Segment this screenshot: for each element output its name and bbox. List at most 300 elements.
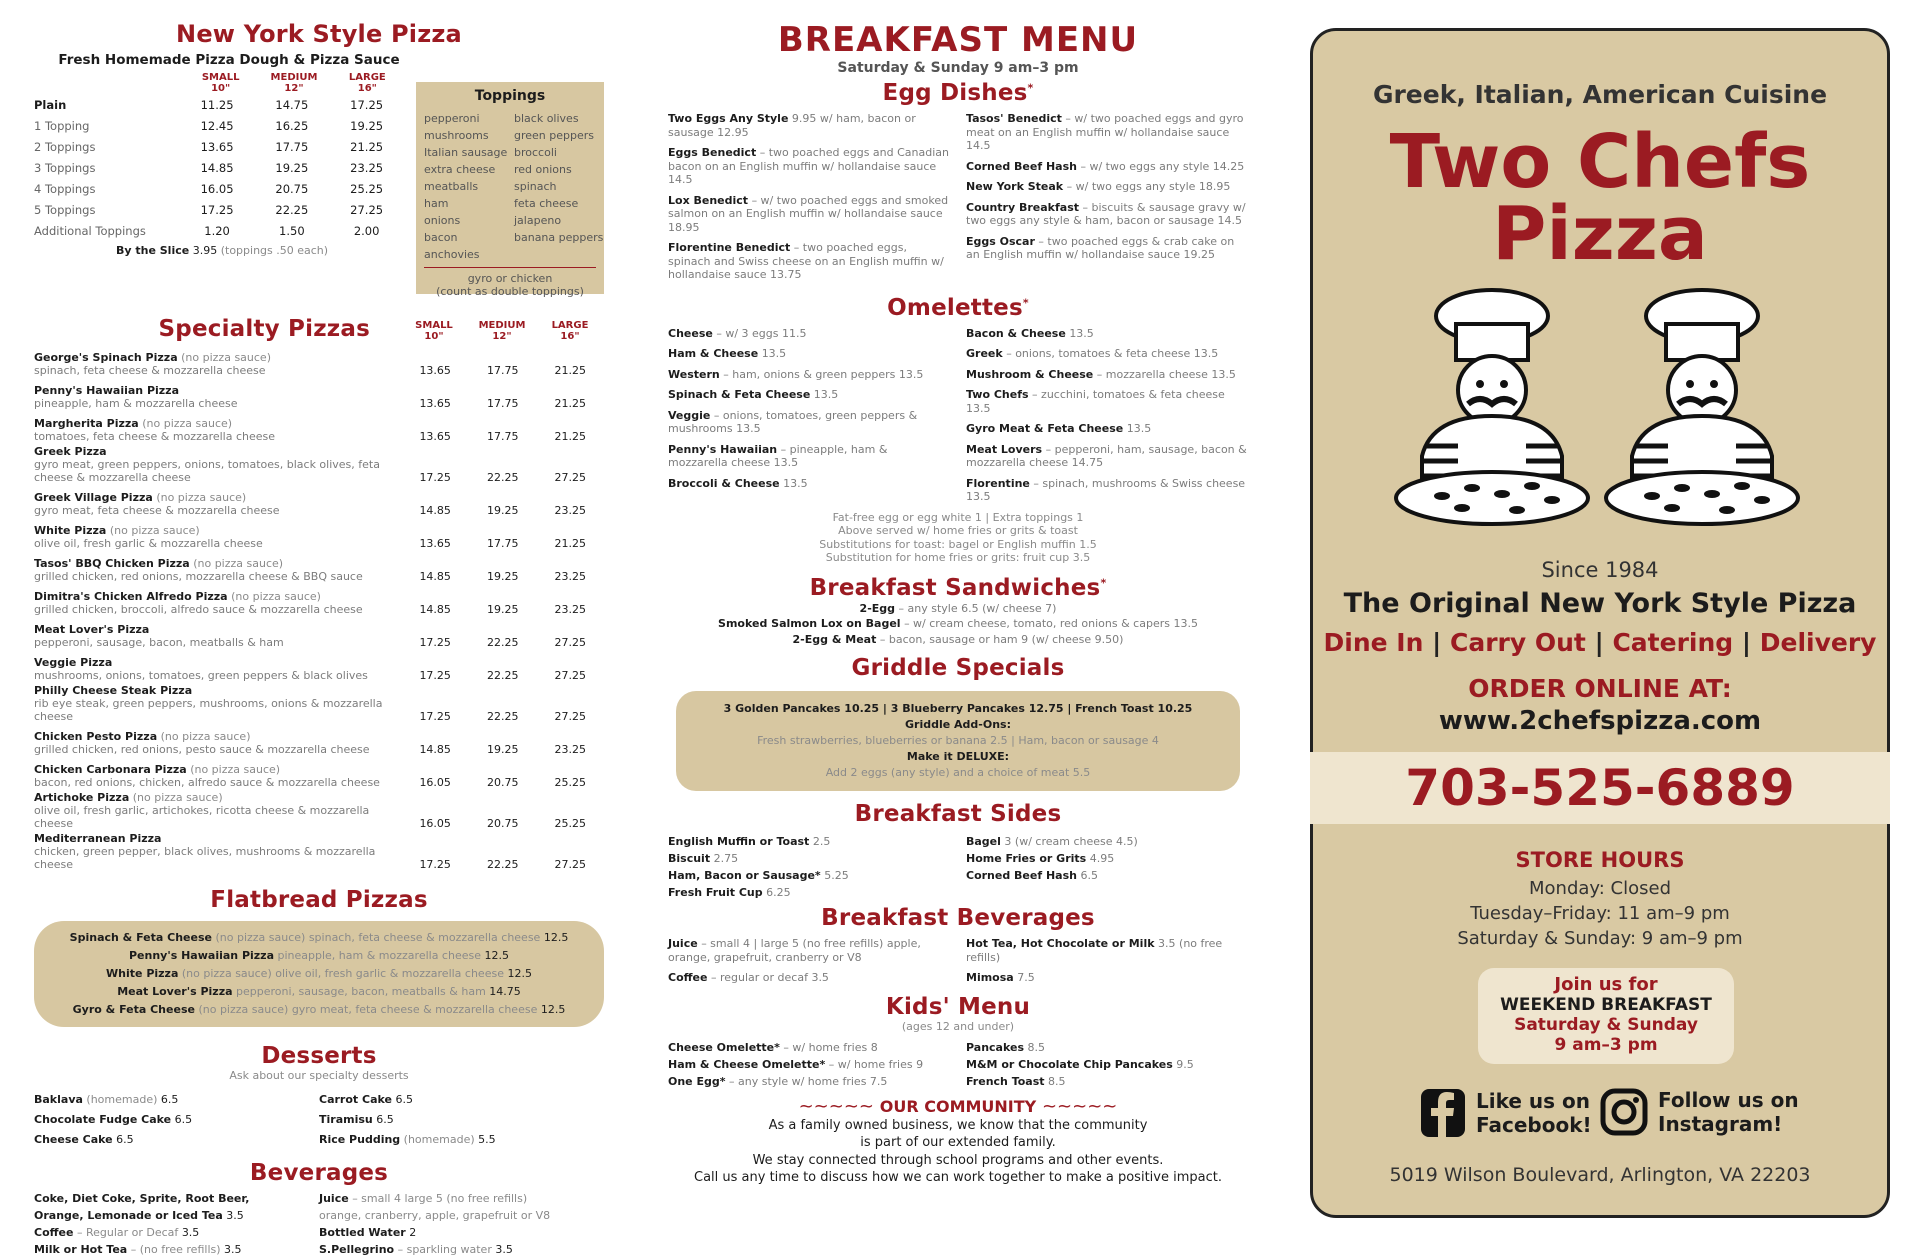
topping-item: banana peppers	[514, 231, 604, 244]
beverage-item-note: – (no free refills)	[130, 1243, 221, 1256]
website-link[interactable]: www.2chefspizza.com	[1438, 706, 1762, 736]
breakfast-hours: Saturday & Sunday 9 am–3 pm	[837, 60, 1079, 76]
specialty-pizza-row	[34, 791, 604, 832]
beverage-item-note: – sparkling water	[397, 1243, 492, 1256]
ny-pizza-price: 16.05	[200, 181, 234, 196]
flatbread-desc: pepperoni, sausage, bacon, meatballs & ham	[236, 985, 486, 998]
beverage-item	[34, 1241, 319, 1258]
egg-dish	[966, 201, 1248, 228]
side-item-name: Fresh Fruit Cup	[668, 886, 763, 899]
ny-pizza-price: 1.50	[279, 223, 305, 238]
specialty-pizza-ingredients: grilled chicken, red onions, pesto sauce & mozzarella cheese	[34, 743, 370, 756]
by-the-slice: By the Slice 3.95 (toppings .50 each)	[116, 244, 329, 257]
dessert-item-name: Tiramisu	[319, 1113, 373, 1126]
egg-dish-desc: – w/ two eggs any style 14.25	[1080, 159, 1245, 173]
dessert-item	[319, 1090, 604, 1110]
specialty-pizza-desc	[34, 351, 401, 377]
beverages-title: Beverages	[249, 1160, 389, 1186]
specialty-pizza-price: 17.75	[486, 397, 519, 410]
omelette-name: Mushroom & Cheese	[966, 367, 1094, 381]
kids-item-name: M&M or Chocolate Chip Pancakes	[966, 1057, 1173, 1071]
specialty-pizza-row	[34, 519, 604, 552]
dessert-item	[34, 1130, 319, 1150]
dessert-item-price: 6.5	[160, 1093, 179, 1106]
side-item-desc: 2.5	[812, 835, 831, 848]
specialty-pizza-price: 17.25	[419, 471, 451, 484]
specialty-pizza-note: (no pizza sauce)	[160, 730, 251, 743]
specialty-pizza-price: 22.25	[486, 710, 519, 723]
specialty-pizza-row	[34, 346, 604, 379]
community-text	[668, 1117, 1248, 1187]
side-item-name: Ham, Bacon or Sausage*	[668, 869, 821, 882]
instagram-link[interactable]: Follow us on Instagram!	[1600, 1088, 1799, 1136]
kids-item	[966, 1073, 1248, 1090]
egg-dish-desc: – two poached eggs, spinach and Swiss cheese on an English muffin w/ hollandaise sauce 13.75	[668, 241, 944, 281]
ny-pizza-name: 4 Toppings	[34, 181, 96, 196]
kids-item	[966, 1039, 1248, 1056]
flatbread-name: Spinach & Feta Cheese	[69, 931, 212, 944]
specialty-pizza-ingredients: rib eye steak, green peppers, mushrooms, onions & mozzarella cheese	[34, 697, 383, 723]
dessert-item-note: (homemade)	[86, 1093, 158, 1106]
kids-item-name: Pancakes	[966, 1040, 1024, 1054]
omelette	[966, 422, 1248, 436]
specialty-pizza-price: 13.65	[419, 364, 451, 377]
specialty-pizza-price: 27.25	[554, 471, 586, 484]
breakfast-beverage-name: Hot Tea, Hot Chocolate or Milk	[966, 937, 1155, 950]
specialty-pizza-name: Mediterranean Pizza	[34, 832, 162, 845]
breakfast-beverages-title: Breakfast Beverages	[821, 905, 1095, 931]
omelette-name: Western	[668, 367, 720, 381]
dessert-item-name: Baklava	[34, 1093, 83, 1106]
specialty-pizza-ingredients: gyro meat, green peppers, onions, tomatoes, black olives, feta cheese & mozzarella cheese	[34, 458, 380, 484]
flatbread-desc: (no pizza sauce) olive oil, fresh garlic & mozzarella cheese	[181, 967, 504, 980]
omelette	[668, 443, 950, 470]
specialty-pizza-note: (no pizza sauce)	[132, 791, 223, 804]
sandwich-desc: – bacon, sausage or ham 9 (w/ cheese 9.50)	[879, 632, 1124, 646]
community-line: We stay connected through school programs and other events.	[752, 1152, 1164, 1168]
beverage-item	[319, 1207, 604, 1224]
specialty-pizza-ingredients: chicken, green pepper, black olives, mushrooms & mozzarella cheese	[34, 845, 376, 871]
sandwiches-title: Breakfast Sandwiches*	[809, 574, 1107, 601]
specialty-pizza-price: 27.25	[554, 669, 586, 682]
omelette-name: Greek	[966, 347, 1003, 360]
specialty-pizza-row	[34, 725, 604, 758]
omelette-note: Fat-free egg or egg white 1 | Extra toppings 1	[832, 510, 1084, 524]
specialty-pizza-desc	[34, 491, 401, 517]
omelette-desc: – pineapple, ham & mozzarella cheese 13.5	[668, 442, 888, 469]
order-online-label: ORDER ONLINE AT:	[1468, 674, 1732, 703]
ny-pizza-price: 14.85	[200, 160, 234, 175]
specialty-pizza-name: Veggie Pizza	[34, 656, 113, 669]
specialty-pizza-desc	[34, 763, 401, 789]
specialty-pizza-price: 17.25	[419, 636, 451, 649]
specialty-pizza-name: Chicken Carbonara Pizza	[34, 763, 187, 776]
specialty-pizza-price: 16.05	[419, 817, 451, 830]
dessert-item-price: 6.5	[395, 1093, 413, 1106]
specialty-pizza-desc	[34, 730, 401, 756]
specialty-pizza-name: Penny's Hawaiian Pizza	[34, 384, 179, 397]
specialty-pizza-price: 21.25	[554, 430, 586, 443]
size-header: SMALL 10" MEDIUM 12" LARGE 16"	[201, 72, 386, 94]
omelette-desc: 13.5	[761, 347, 787, 360]
side-item-desc: 5.25	[824, 869, 849, 882]
egg-dish	[966, 180, 1248, 194]
omelettes-title: Omelettes*	[887, 294, 1029, 321]
egg-dish	[966, 112, 1248, 153]
omelette-note: Substitutions for toast: bagel or English muffin 1.5	[819, 537, 1097, 551]
specialty-pizza-row	[34, 445, 604, 486]
topping-item: red onions	[514, 163, 572, 176]
beverage-item-price: 3.5	[224, 1243, 242, 1256]
dessert-item-price: 6.5	[376, 1113, 394, 1126]
flatbread-price: 12.5	[540, 1003, 566, 1016]
omelette-desc: – ham, onions & green peppers 13.5	[723, 367, 924, 381]
specialty-pizza-price: 17.75	[486, 430, 519, 443]
griddle-title: Griddle Specials	[851, 655, 1065, 681]
specialty-pizza-price: 13.65	[419, 430, 451, 443]
side-item-name: Biscuit	[668, 852, 711, 865]
services-line: Dine In | Carry Out | Catering | Delivery	[1323, 628, 1877, 657]
specialty-pizza-price: 22.25	[486, 471, 519, 484]
egg-dish-name: Lox Benedict	[668, 193, 749, 207]
specialty-pizza-row	[34, 758, 604, 791]
facebook-icon	[1420, 1088, 1466, 1138]
side-item	[668, 867, 950, 884]
side-item	[668, 833, 950, 850]
egg-dish-name: Tasos' Benedict	[966, 112, 1062, 125]
ny-pizza-price: 2.00	[353, 223, 380, 238]
specialty-pizza-desc	[34, 524, 401, 550]
desserts-list	[34, 1090, 604, 1150]
restaurant-name-line2: Pizza	[1492, 191, 1708, 277]
flatbread-price: 12.5	[543, 931, 569, 944]
community-line: is part of our extended family.	[860, 1135, 1056, 1150]
egg-dish-desc: – w/ two eggs any style 18.95	[1066, 180, 1231, 193]
egg-dish	[966, 160, 1248, 174]
side-item	[966, 833, 1248, 850]
beverage-item-price: 2	[409, 1226, 417, 1239]
specialty-pizza-price: 19.25	[486, 603, 519, 616]
side-item	[668, 884, 950, 901]
breakfast-beverage-desc: 3.5 (no free refills)	[966, 937, 1223, 964]
beverage-item-name: Milk or Hot Tea	[34, 1243, 128, 1256]
specialty-pizza-price: 13.65	[419, 397, 451, 410]
specialty-pizza-row	[34, 651, 604, 684]
specialty-pizza-note: (no pizza sauce)	[142, 417, 233, 430]
topping-item: onions	[424, 214, 461, 227]
ny-pizza-name: 2 Toppings	[34, 139, 96, 154]
omelette-notes	[668, 511, 1248, 565]
omelette-name: Bacon & Cheese	[966, 326, 1066, 340]
ny-pizza-price: 16.25	[275, 118, 309, 133]
specialty-pizza-ingredients: grilled chicken, broccoli, alfredo sauce & mozzarella cheese	[34, 603, 363, 616]
dessert-item	[319, 1130, 604, 1150]
beverage-item-name: S.Pellegrino	[319, 1243, 395, 1256]
specialty-pizza-desc	[34, 684, 401, 723]
flatbread-item	[44, 929, 594, 947]
topping-item: spinach	[514, 180, 557, 193]
specialty-pizza-price: 17.75	[486, 364, 519, 377]
kids-item-name: French Toast	[966, 1074, 1045, 1088]
sandwich-desc: – w/ cream cheese, tomato, red onions & capers 13.5	[904, 617, 1198, 630]
specialty-pizza-desc	[34, 557, 401, 583]
flatbread-desc: (no pizza sauce) spinach, feta cheese & mozzarella cheese	[215, 931, 541, 944]
topping-item: extra cheese	[424, 163, 496, 176]
beverage-item	[34, 1190, 319, 1207]
specialty-pizza-ingredients: pineapple, ham & mozzarella cheese	[34, 397, 238, 410]
specialty-pizza-price: 17.25	[419, 710, 451, 723]
egg-dish-name: Corned Beef Hash	[966, 159, 1077, 173]
beverage-item-name: Coke, Diet Coke, Sprite, Root Beer,	[34, 1192, 250, 1205]
specialty-pizza-ingredients: olive oil, fresh garlic, artichokes, ricotta cheese & mozzarella cheese	[34, 804, 370, 830]
omelette	[668, 409, 950, 436]
egg-dish-name: Eggs Benedict	[668, 146, 757, 159]
topping-item: ham	[424, 197, 449, 210]
ny-pizza-price: 19.25	[275, 160, 309, 175]
ny-pizza-row	[34, 136, 404, 157]
omelette-desc: – zucchini, tomatoes & feta cheese 13.5	[966, 388, 1225, 415]
egg-dish-desc: – two poached eggs & crab cake on an English muffin w/ hollandaise sauce 19.25	[966, 234, 1235, 261]
specialty-pizza-note: (no pizza sauce)	[190, 763, 281, 776]
egg-dish-name: Country Breakfast	[966, 200, 1079, 214]
side-item	[668, 850, 950, 867]
specialty-pizza-row	[34, 552, 604, 585]
omelette-desc: 13.5	[1069, 326, 1094, 340]
ny-pizza-row	[34, 157, 404, 178]
ny-pizza-title: New York Style Pizza	[176, 20, 462, 48]
specialty-pizza-desc	[34, 832, 401, 871]
omelette-name: Spinach & Feta Cheese	[668, 388, 811, 401]
omelette	[966, 388, 1248, 415]
desserts-subtitle: Ask about our specialty desserts	[229, 1069, 409, 1082]
specialty-pizza-desc	[34, 445, 401, 484]
egg-dish-name: New York Steak	[966, 180, 1064, 193]
specialty-pizza-price: 27.25	[554, 858, 586, 871]
facebook-link[interactable]: Like us on Facebook!	[1420, 1088, 1592, 1138]
specialty-pizza-name: George's Spinach Pizza	[34, 351, 178, 364]
specialty-pizza-price: 27.25	[554, 636, 586, 649]
ny-pizza-row	[34, 220, 404, 241]
specialty-pizza-price: 22.25	[486, 858, 519, 871]
sandwich	[668, 601, 1248, 617]
kids-item-desc: 8.5	[1048, 1074, 1066, 1088]
omelette	[966, 477, 1248, 504]
specialty-pizza-name: Greek Village Pizza	[34, 491, 153, 504]
ny-pizza-name: Plain	[34, 97, 67, 112]
ny-pizza-price: 20.75	[275, 181, 309, 196]
specialty-pizza-row	[34, 486, 604, 519]
specialty-pizza-row	[34, 412, 604, 445]
omelette-name: Penny's Hawaiian	[668, 442, 778, 456]
specialty-pizza-price: 21.25	[554, 537, 586, 550]
ny-pizza-name: 3 Toppings	[34, 160, 96, 175]
specialty-pizza-price: 21.25	[554, 364, 586, 377]
community-line: As a family owned business, we know that the community	[768, 1117, 1148, 1133]
side-item	[966, 850, 1248, 867]
beverage-item-name: Orange, Lemonade or Iced Tea	[34, 1209, 223, 1222]
specialty-pizza-price: 17.25	[419, 858, 451, 871]
specialty-pizza-price: 22.25	[486, 669, 519, 682]
ny-pizza-row	[34, 94, 404, 115]
specialty-pizza-price: 17.25	[419, 669, 451, 682]
topping-item: green peppers	[514, 129, 595, 142]
specialty-pizza-desc	[34, 417, 401, 443]
sandwich-name: 2-Egg & Meat	[792, 632, 877, 646]
topping-item: anchovies	[424, 248, 480, 261]
sides-title: Breakfast Sides	[854, 801, 1062, 827]
toppings-title: Toppings	[474, 88, 546, 104]
ny-pizza-table	[34, 52, 404, 257]
topping-item: black olives	[514, 112, 579, 125]
breakfast-beverage-desc: 7.5	[1017, 971, 1035, 984]
breakfast-menu-column	[668, 20, 1248, 1187]
flatbread-box	[34, 921, 604, 1027]
kids-item	[668, 1056, 950, 1073]
specialty-pizza-price: 14.85	[419, 570, 451, 583]
flatbread-item	[44, 947, 594, 965]
store-hours-line: Tuesday–Friday: 11 am–9 pm	[1470, 903, 1730, 924]
kids-item-desc: 9.5	[1176, 1057, 1194, 1071]
topping-item: meatballs	[424, 180, 479, 193]
egg-dish	[668, 112, 950, 139]
beverage-item-name: Juice	[319, 1192, 349, 1205]
specialty-title: Specialty Pizzas	[158, 316, 370, 342]
kids-item-desc: – w/ home fries 8	[783, 1040, 878, 1054]
topping-item: broccoli	[514, 146, 557, 159]
omelette-name: Gyro Meat & Feta Cheese	[966, 422, 1124, 435]
omelette	[966, 443, 1248, 470]
sandwich	[668, 616, 1248, 632]
ny-pizza-price: 11.25	[200, 97, 234, 112]
flatbread-desc: (no pizza sauce) gyro meat, feta cheese & mozzarella cheese	[198, 1003, 538, 1016]
beverage-item-price: 3.5	[226, 1209, 244, 1222]
specialty-pizza-name: White Pizza	[34, 524, 107, 537]
specialty-pizza-price: 23.25	[554, 743, 586, 756]
beverages-list	[34, 1190, 604, 1258]
omelette	[966, 347, 1248, 361]
ny-pizza-price: 21.25	[350, 139, 384, 154]
breakfast-beverage	[668, 971, 950, 985]
side-item-desc: 2.75	[713, 852, 739, 865]
sandwich-desc: – any style 6.5 (w/ cheese 7)	[898, 601, 1057, 615]
specialty-pizza-price: 27.25	[554, 710, 586, 723]
specialty-pizza-row	[34, 585, 604, 618]
side-item-name: Home Fries or Grits	[966, 852, 1087, 865]
specialty-pizza-price: 14.85	[419, 603, 451, 616]
specialty-pizza-desc	[34, 623, 401, 649]
flatbread-item	[44, 983, 594, 1001]
flatbread-price: 12.5	[507, 967, 532, 980]
specialty-pizza-price: 22.25	[486, 636, 519, 649]
ny-pizza-price: 17.75	[275, 139, 309, 154]
specialty-pizza-name: Artichoke Pizza	[34, 791, 130, 804]
ny-pizza-price: 25.25	[350, 181, 384, 196]
flatbread-price: 14.75	[489, 985, 521, 998]
ny-pizza-price: 17.25	[350, 97, 384, 112]
omelette-name: Cheese	[668, 326, 713, 340]
kids-item-name: Cheese Omelette*	[668, 1040, 780, 1054]
specialty-size-header: SMALL 10" MEDIUM 12" LARGE 16"	[415, 320, 589, 342]
omelette	[668, 347, 950, 361]
specialty-pizza-row	[34, 684, 604, 725]
egg-dish	[668, 241, 950, 282]
egg-dish-desc: – w/ two poached eggs and smoked salmon on an English muffin w/ hollandaise sauce 18.95	[668, 193, 949, 234]
omelette-name: Two Chefs	[966, 388, 1029, 401]
side-item-desc: 6.25	[766, 886, 791, 899]
omelette-note: Above served w/ home fries or grits & toast	[838, 524, 1078, 537]
specialty-pizza-name: Greek Pizza	[34, 445, 107, 458]
breakfast-title: BREAKFAST MENU	[777, 20, 1139, 60]
breakfast-beverage-name: Mimosa	[966, 971, 1014, 984]
address: 5019 Wilson Boulevard, Arlington, VA 22203	[1389, 1164, 1811, 1186]
ny-pizza-name: Additional Toppings	[34, 223, 146, 238]
community-heading: ~~~~~ OUR COMMUNITY ~~~~~	[798, 1095, 1118, 1117]
desserts-title: Desserts	[261, 1043, 377, 1069]
ny-pizza-subtitle: Fresh Homemade Pizza Dough & Pizza Sauce	[58, 52, 400, 68]
dessert-item-note: (homemade)	[403, 1133, 475, 1146]
ny-pizza-price: 14.75	[275, 97, 309, 112]
omelette-desc: – spinach, mushrooms & Swiss cheese 13.5	[966, 476, 1246, 503]
weekend-breakfast-box: Join us for WEEKEND BREAKFAST Saturday & Sunday 9 am–3 pm	[1478, 968, 1734, 1064]
egg-dish	[668, 146, 950, 187]
specialty-pizza-price: 17.75	[486, 537, 519, 550]
beverage-item-name: Coffee	[34, 1226, 74, 1239]
toppings-box: Toppings pepperoni mushrooms Italian sausage extra cheese meatballs ham onions bacon anchovies black olives green peppers broccoli red onions spinach feta cheese jalapeno banana peppers gyro or chicken (count as double toppings)	[416, 82, 604, 294]
flatbread-price: 12.5	[484, 949, 509, 962]
specialty-pizza-price: 14.85	[419, 743, 451, 756]
tagline: The Original New York Style Pizza	[1343, 588, 1857, 619]
omelette-desc: 13.5	[783, 476, 808, 490]
specialty-pizza-ingredients: olive oil, fresh garlic & mozzarella cheese	[34, 537, 263, 550]
ny-pizza-price: 27.25	[350, 202, 384, 217]
kids-title: Kids' Menu	[885, 993, 1031, 1020]
breakfast-beverage	[668, 937, 950, 964]
specialty-pizza-ingredients: gyro meat, feta cheese & mozzarella cheese	[34, 504, 280, 517]
kids-item-desc: – any style w/ home fries 7.5	[729, 1074, 888, 1088]
dessert-item-price: 5.5	[478, 1133, 496, 1146]
kids-item-desc: 8.5	[1027, 1040, 1045, 1054]
specialty-pizza-price: 13.65	[419, 537, 451, 550]
specialty-pizza-ingredients: mushrooms, onions, tomatoes, green peppers & black olives	[34, 669, 368, 682]
restaurant-info-panel	[1310, 28, 1890, 1218]
pizza-menu-column	[34, 20, 604, 1258]
store-hours-title: STORE HOURS	[1515, 848, 1685, 872]
sandwich-name: 2-Egg	[859, 601, 896, 615]
topping-item: Italian sausage	[424, 146, 508, 159]
omelette-name: Broccoli & Cheese	[668, 476, 780, 490]
phone-number[interactable]: 703-525-6889	[1405, 759, 1795, 817]
topping-item: mushrooms	[424, 129, 489, 142]
egg-dish-desc: – biscuits & sausage gravy w/ two eggs any style & ham, bacon or sausage 14.5	[966, 200, 1246, 227]
specialty-pizza-note: (no pizza sauce)	[231, 590, 321, 603]
specialty-pizza-note: (no pizza sauce)	[156, 491, 247, 504]
egg-dish	[966, 235, 1248, 262]
specialty-pizza-ingredients: grilled chicken, red onions, mozzarella cheese & BBQ sauce	[34, 570, 363, 583]
flatbread-desc: pineapple, ham & mozzarella cheese	[277, 949, 481, 962]
specialty-pizza-price: 25.25	[554, 776, 586, 789]
specialty-pizza-note: (no pizza sauce)	[109, 524, 200, 537]
topping-item: jalapeno	[514, 214, 562, 227]
specialty-pizza-price: 19.25	[486, 743, 519, 756]
specialty-pizza-row	[34, 832, 604, 873]
specialty-pizza-row	[34, 618, 604, 651]
beverage-item-note: orange, cranberry, apple, grapefruit or V8	[319, 1209, 551, 1222]
side-item-name: Corned Beef Hash	[966, 869, 1077, 882]
dessert-item-price: 6.5	[174, 1113, 193, 1126]
omelette	[668, 388, 950, 402]
ny-pizza-row	[34, 199, 404, 220]
ny-pizza-row	[34, 115, 404, 136]
